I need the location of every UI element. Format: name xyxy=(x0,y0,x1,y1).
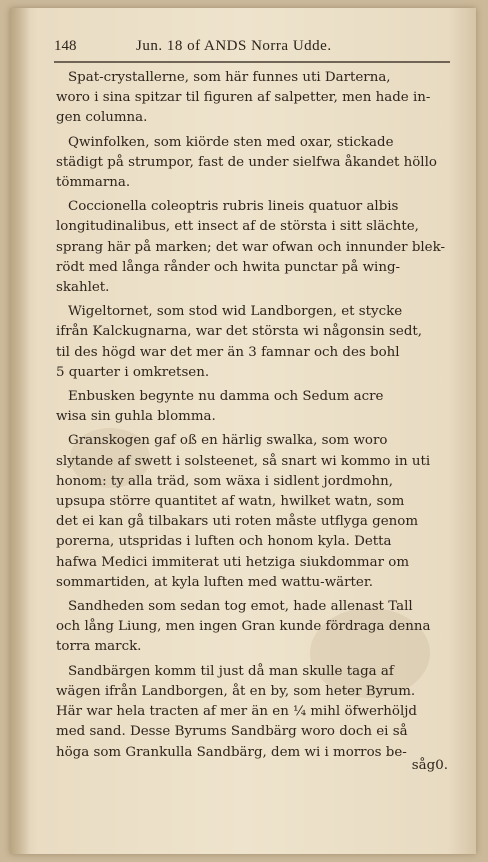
text-line: torra marck. xyxy=(56,639,142,655)
text-line: Sandbärgen komm til just då man skulle taga af xyxy=(68,663,394,679)
paragraph xyxy=(56,431,450,593)
text-line: til des högd war det mer än 3 famnar och des bohl xyxy=(56,344,400,360)
text-line: och lång Liung, men ingen Gran kunde fördraga denna xyxy=(56,619,431,635)
paragraph xyxy=(56,68,450,129)
text-line: ifrån Kalckugnarna, war det största wi någonsin sedt, xyxy=(56,324,423,340)
text-line: slytande af swett i solsteenet, så snart wi kommo in uti xyxy=(56,453,431,469)
paragraph xyxy=(56,133,450,194)
text-line: sprang här på marken; det war ofwan och innunder blek- xyxy=(56,239,446,255)
header-rule xyxy=(54,61,450,63)
text-line: wisa sin guhla blomma. xyxy=(56,409,216,425)
text-line: det ei kan gå tilbakars uti roten måste utflyga genom xyxy=(56,514,419,530)
text-line: rödt med långa rånder och hwita punctar på wing- xyxy=(56,259,401,275)
text-line: woro i sina spitzar til figuren af salpetter, men hade in- xyxy=(56,90,431,106)
text-line: tömmarna. xyxy=(56,175,131,191)
paragraph xyxy=(56,662,450,763)
book-page xyxy=(10,8,476,854)
text-line: städigt på strumpor, fast de under sielfwa åkandet höllo xyxy=(56,154,437,170)
text-line: Sandheden som sedan tog emot, hade allenast Tall xyxy=(68,599,413,615)
text-line: wägen ifrån Landborgen, åt en by, som heter Byrum. xyxy=(56,683,416,699)
running-head: Jun. 18 of ANDS Norra Udde. xyxy=(136,38,332,54)
text-line: Granskogen gaf oß en härlig swalka, som woro xyxy=(68,433,388,449)
text-line: Wigeltornet, som stod wid Landborgen, et stycke xyxy=(68,304,403,320)
catchword: såg0. xyxy=(411,758,448,773)
text-line: longitudinalibus, ett insect af de största i sitt slächte, xyxy=(56,219,419,235)
text-line: Spat-crystallerne, som här funnes uti Darterna, xyxy=(68,70,391,85)
page-spine-shadow xyxy=(10,8,30,854)
body-text xyxy=(56,68,450,767)
page-number: 148 xyxy=(54,38,77,54)
text-line: sommartiden, at kyla luften med wattu-wärter. xyxy=(56,574,374,590)
text-line: hafwa Medici immiterat uti hetziga siukdommar om xyxy=(56,554,410,570)
paragraph xyxy=(56,597,450,658)
text-line: med sand. Desse Byrums Sandbärg woro doch ei så xyxy=(56,724,408,740)
text-line: Enbusken begynte nu damma och Sedum acre xyxy=(68,389,384,405)
text-line: porerna, utspridas i luften och honom kyla. Detta xyxy=(56,534,392,550)
paragraph xyxy=(56,387,450,427)
paragraph xyxy=(56,197,450,298)
text-line: gen columna. xyxy=(56,110,148,126)
text-line: Coccionella coleoptris rubris lineis quatuor albis xyxy=(68,199,399,215)
text-line: 5 quarter i omkretsen. xyxy=(56,364,210,380)
text-line: höga som Grankulla Sandbärg, dem wi i morros be- xyxy=(56,744,407,760)
text-line: upsupa större quantitet af watn, hwilket watn, som xyxy=(56,494,405,510)
text-line: Här war hela tracten af mer än en ¼ mihl öfwerhöljd xyxy=(56,704,417,720)
text-line: skahlet. xyxy=(56,280,110,296)
text-line: Qwinfolken, som kiörde sten med oxar, stickade xyxy=(68,134,394,150)
text-line: honom: ty alla träd, som wäxa i sidlent jordmohn, xyxy=(56,473,393,489)
paragraph xyxy=(56,302,450,383)
